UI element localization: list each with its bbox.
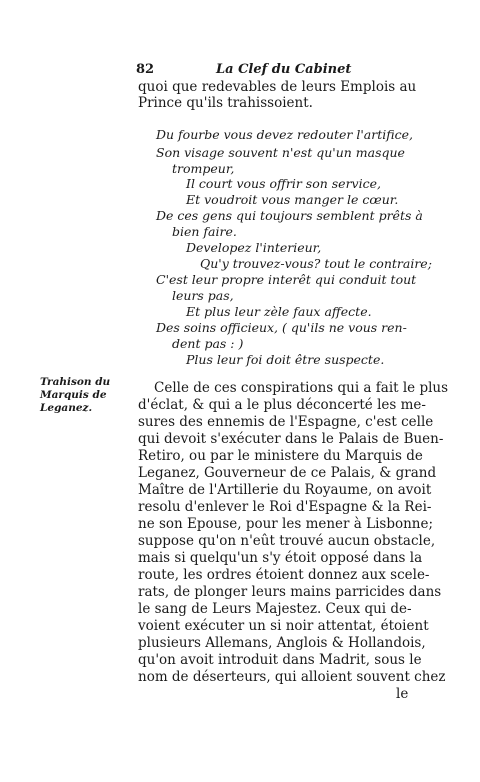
body-line: plusieurs Allemans, Anglois & Hollandois, [138, 635, 426, 651]
margin-note-line: Leganez. [40, 402, 93, 414]
opening-line: quoi que redevables de leurs Emplois au [138, 79, 417, 95]
body-line: Celle de ces conspirations qui a fait le plus [154, 380, 449, 396]
body-line: mais si quelqu'un s'y étoit opposé dans la [138, 550, 423, 566]
verse-line: Developez l'interieur, [186, 240, 322, 255]
body-line: le sang de Leurs Majestez. Ceux qui de- [138, 601, 412, 617]
verse-line: bien faire. [172, 224, 237, 239]
margin-note-line: Trahison du [40, 376, 111, 388]
page-header [136, 62, 376, 80]
verse-line: dent pas : ) [172, 336, 244, 351]
verse-line: Des soins officieux, ( qu'ils ne vous ren- [156, 320, 407, 335]
verse-line: Son visage souvent n'est qu'un masque [156, 145, 405, 160]
verse-line: Et voudroit vous manger le cœur. [186, 192, 399, 207]
verse-line: Plus leur foi doit être suspecte. [186, 352, 385, 367]
margin-note-line: Marquis de [40, 389, 107, 401]
verse-line: Du fourbe vous devez redouter l'artifice, [156, 127, 413, 142]
body-line: Leganez, Gouverneur de ce Palais, & grand [138, 465, 437, 481]
verse-line: Il court vous offrir son service, [186, 176, 381, 191]
catchword: le [396, 686, 409, 702]
body-line: route, les ordres étoient donnez aux scele- [138, 567, 430, 583]
body-line: resolu d'enlever le Roi d'Espagne & la Rei- [138, 499, 432, 515]
verse-line: C'est leur propre interêt qui conduit tout [156, 272, 417, 287]
verse-line: leurs pas, [172, 288, 234, 303]
verse-line: Et plus leur zèle faux affecte. [186, 304, 372, 319]
margin-note [40, 376, 130, 415]
body-line: Retiro, ou par le ministere du Marquis de [138, 448, 423, 464]
body-line: ne son Epouse, pour les mener à Lisbonne; [138, 516, 434, 532]
opening-line: Prince qu'ils trahissoient. [138, 95, 313, 111]
body-line: nom de déserteurs, qui alloient souvent chez [138, 669, 446, 685]
body-line: qui devoit s'exécuter dans le Palais de Buen- [138, 431, 444, 447]
body-line: voient exécuter un si noir attentat, étoient [138, 618, 429, 634]
body-line: qu'on avoit introduit dans Madrit, sous le [138, 652, 422, 668]
verse-line: Qu'y trouvez-vous? tout le contraire; [200, 256, 432, 271]
running-title: La Clef du Cabinet [216, 62, 352, 77]
body-line: Maître de l'Artillerie du Royaume, on avoit [138, 482, 432, 498]
verse-line: trompeur, [172, 161, 235, 176]
body-line: suppose qu'on n'eût trouvé aucun obstacle, [138, 533, 436, 549]
body-line: sures des ennemis de l'Espagne, c'est celle [138, 414, 434, 430]
page-number: 82 [136, 62, 155, 77]
body-line: d'éclat, & qui a le plus déconcerté les me- [138, 397, 426, 413]
verse-line: De ces gens qui toujours semblent prêts à [156, 208, 423, 223]
body-line: rats, de plonger leurs mains parricides dans [138, 584, 442, 600]
